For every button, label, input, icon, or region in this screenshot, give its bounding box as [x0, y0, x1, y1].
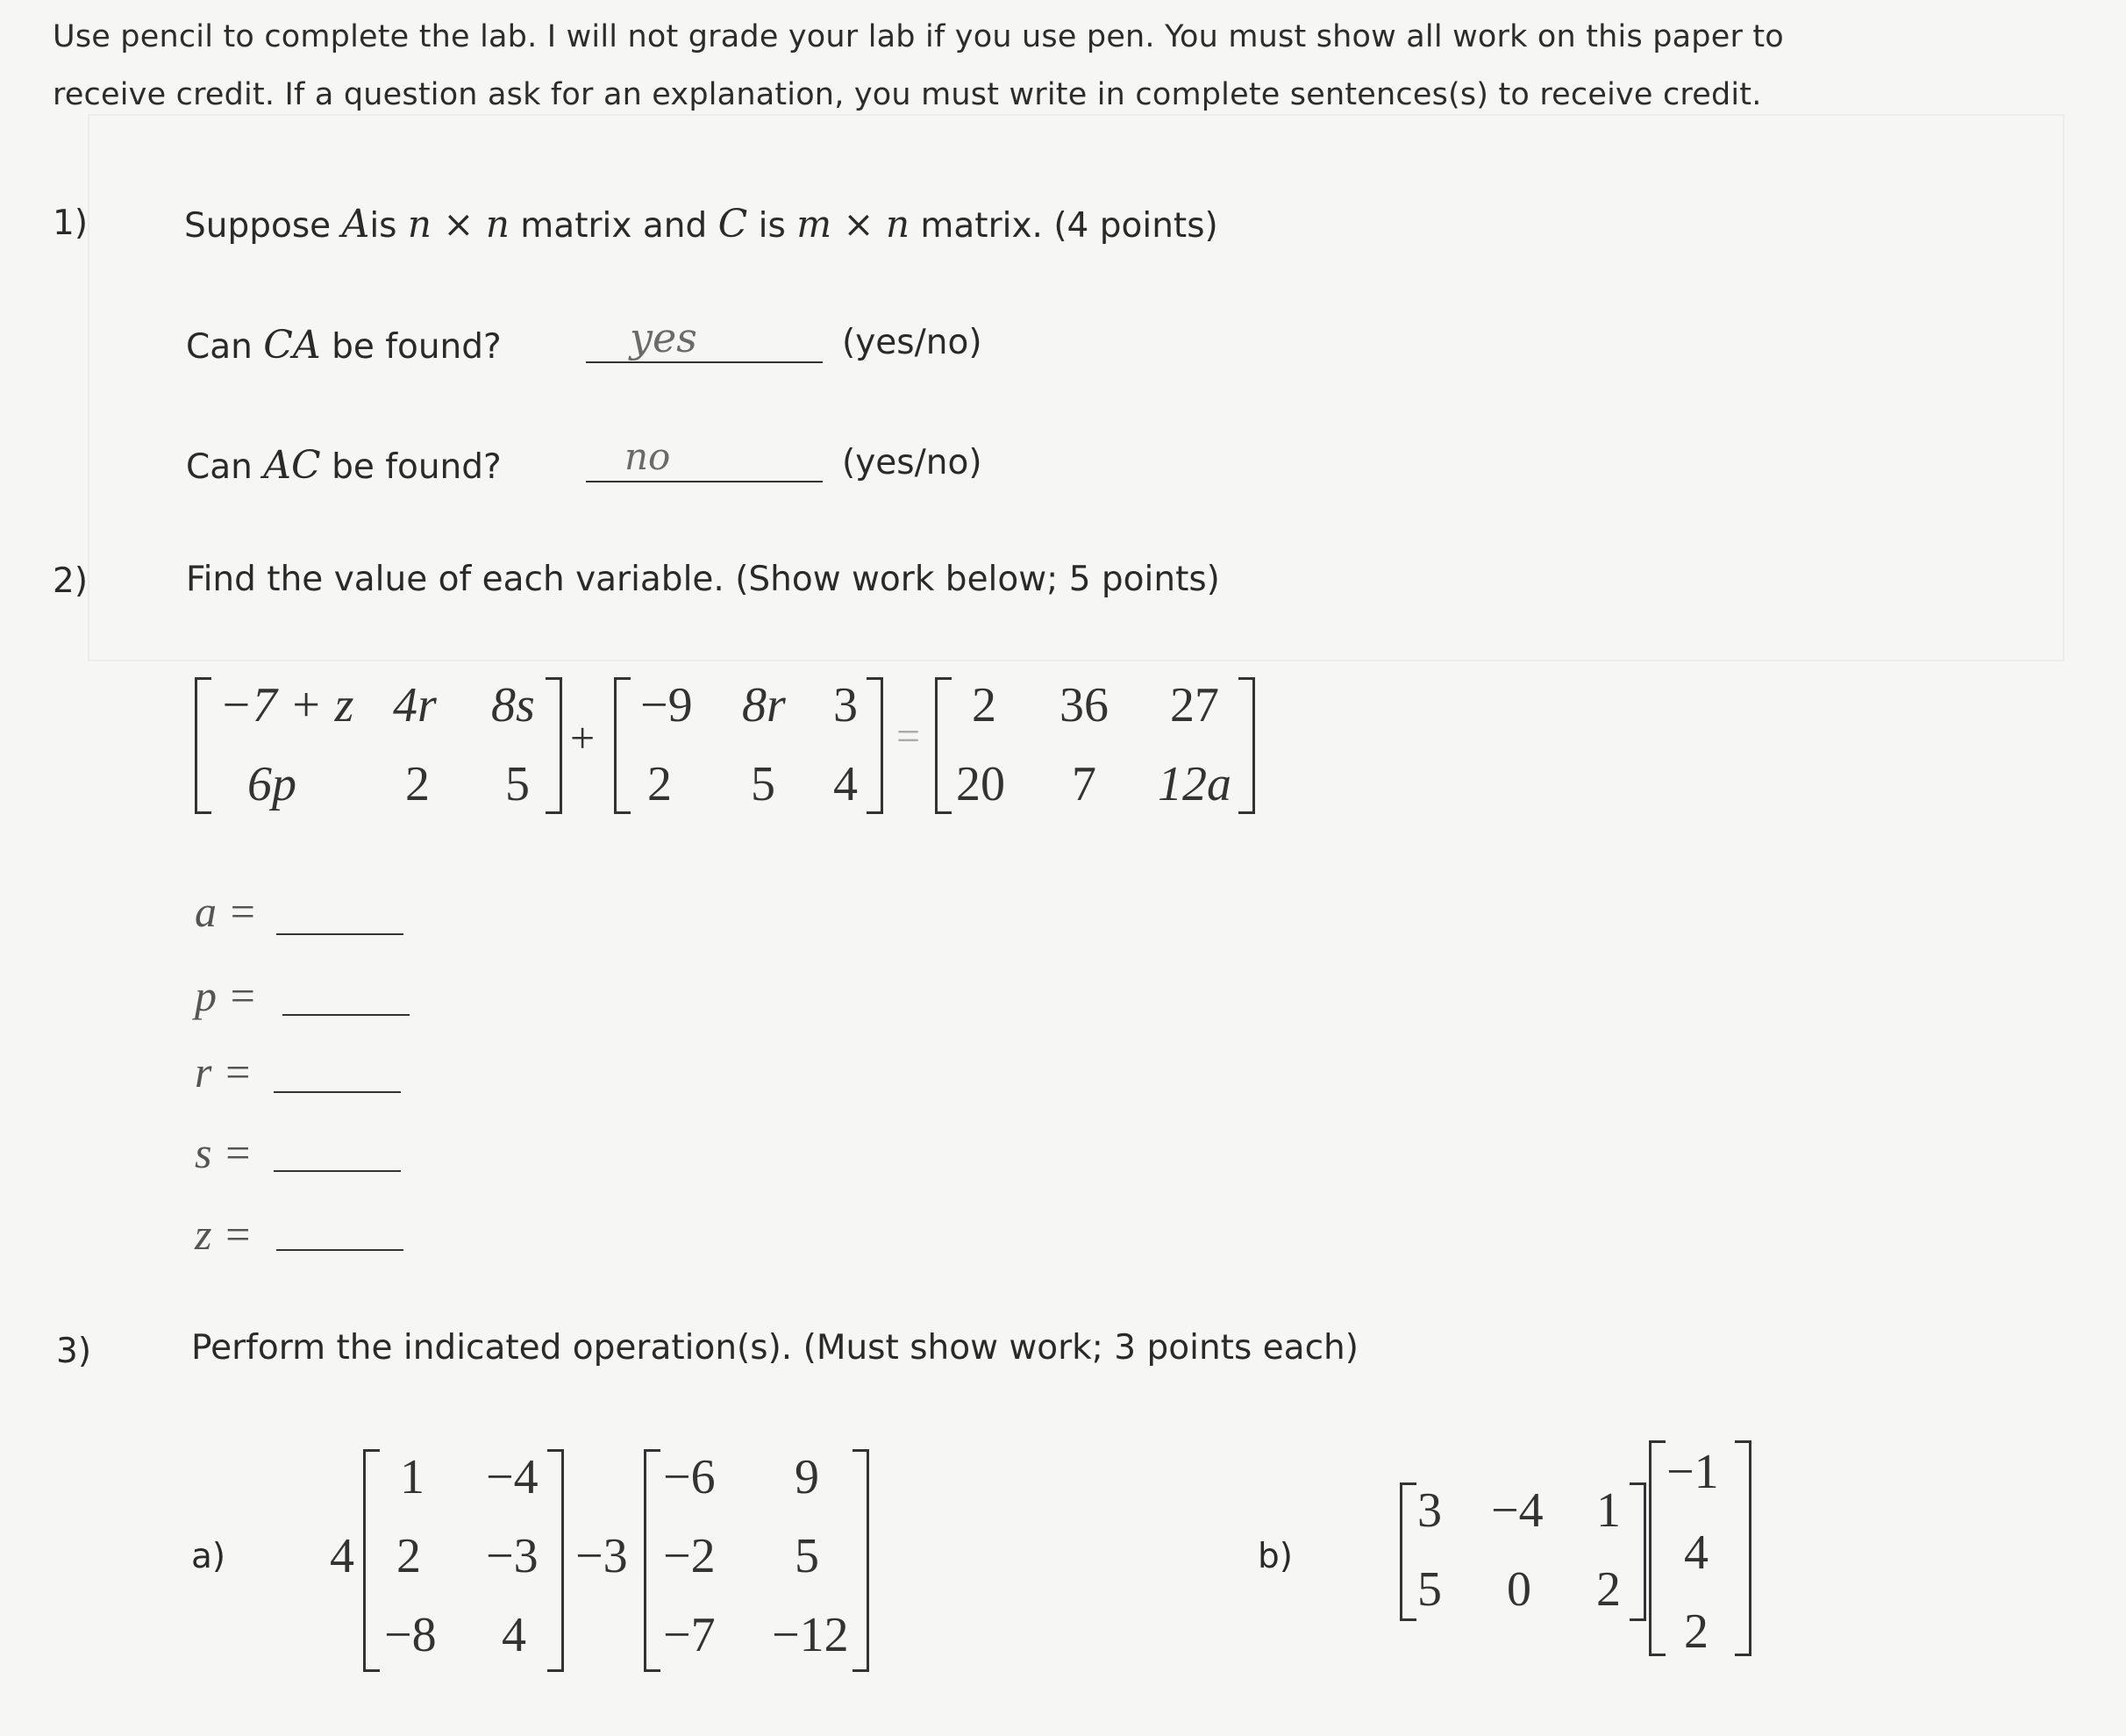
q3-number: 3) — [56, 1332, 92, 1371]
b-m2-right-bracket — [1735, 1440, 1751, 1656]
b-m1-cell: 3 — [1417, 1483, 1442, 1538]
m3-left-bracket — [935, 677, 952, 814]
b-m2-cell: 4 — [1684, 1525, 1709, 1580]
instructions-line-2: receive credit. If a question ask for an explanation, you must write in complete sentences(s) to receive credit. — [53, 77, 1762, 112]
var-s-label: s = — [195, 1128, 253, 1177]
a-m1-cell: 1 — [400, 1450, 424, 1504]
a-m1-cell: 2 — [396, 1529, 421, 1583]
a-m2-cell: 5 — [795, 1529, 819, 1583]
q1-stem-a: Suppose — [184, 206, 342, 246]
a-operator: −3 — [575, 1529, 628, 1583]
a-m1-cell: −3 — [486, 1529, 539, 1583]
m2-cell: 5 — [751, 757, 775, 811]
a-coefficient-1: 4 — [330, 1529, 354, 1583]
plus-operator: + — [570, 713, 596, 762]
q1-ac-label — [186, 443, 502, 488]
q2-number: 2) — [53, 561, 89, 601]
b-m1-cell: 5 — [1417, 1562, 1442, 1617]
q2-stem: Find the value of each variable. (Show work below; 5 points) — [186, 560, 1220, 599]
m3-cell: 7 — [1072, 757, 1096, 811]
a-m2-cell: −12 — [772, 1608, 849, 1662]
a-m2-cell: −7 — [663, 1608, 716, 1662]
equals-operator: = — [896, 713, 921, 760]
q1-stem-d: is — [747, 206, 797, 246]
q1-stem-c: matrix and — [509, 206, 718, 246]
q1-dim-n: n × n — [407, 203, 510, 246]
b-m1-cell: −4 — [1491, 1483, 1544, 1538]
q1-ca-answer-field[interactable] — [586, 316, 823, 363]
a-m2-left-bracket — [644, 1449, 660, 1672]
b-m2-cell: −1 — [1666, 1445, 1719, 1499]
m3-cell: 2 — [972, 678, 996, 732]
instructions-line-1: Use pencil to complete the lab. I will not grade your lab if you use pen. You must show all work on this paper to — [53, 19, 1784, 54]
m2-cell: −9 — [640, 678, 693, 732]
var-z-label: z = — [195, 1210, 253, 1259]
q1-ca-label-a: Can — [186, 327, 264, 367]
m3-cell: 20 — [956, 757, 1005, 811]
b-m1-left-bracket — [1400, 1482, 1416, 1621]
m1-left-bracket — [195, 677, 211, 814]
b-m1-right-bracket — [1630, 1482, 1646, 1621]
var-a-label: a = — [195, 887, 258, 936]
m1-cell: 6p — [247, 757, 296, 811]
var-p-input[interactable] — [282, 972, 410, 1016]
m1-cell: 8s — [491, 678, 535, 732]
m1-cell: 2 — [405, 757, 430, 811]
b-m1-cell: 1 — [1596, 1483, 1621, 1538]
q1-ca-label-b: be found? — [320, 327, 502, 367]
q1-ca-var: CA — [263, 323, 321, 368]
a-m1-left-bracket — [363, 1449, 380, 1672]
q1-stem-b: is — [369, 206, 408, 246]
a-m2-cell: −2 — [663, 1529, 716, 1583]
q1-var-a: A — [341, 202, 370, 246]
b-m1-cell: 2 — [1596, 1562, 1621, 1617]
q1-ac-label-a: Can — [186, 447, 264, 487]
var-p-label: p = — [195, 971, 258, 1020]
m3-right-bracket — [1238, 677, 1255, 814]
a-m2-cell: 9 — [795, 1450, 819, 1504]
m2-cell: 3 — [833, 678, 858, 732]
q1-ca-choice: (yes/no) — [842, 323, 982, 362]
a-m2-right-bracket — [853, 1449, 869, 1672]
var-s-input[interactable] — [274, 1128, 401, 1172]
m1-cell: 4r — [393, 678, 437, 732]
var-r-label: r = — [195, 1047, 253, 1097]
q1-ca-handwritten-answer: yes — [630, 314, 697, 361]
q1-var-c: C — [717, 202, 748, 246]
q1-stem — [184, 202, 1218, 246]
m3-cell: 12a — [1158, 757, 1231, 811]
a-m2-cell: −6 — [663, 1450, 716, 1504]
var-z-input[interactable] — [276, 1207, 403, 1251]
m1-cell: 5 — [505, 757, 530, 811]
q1-ac-handwritten-answer: no — [624, 435, 671, 478]
q1-ac-var: AC — [263, 443, 321, 488]
m2-left-bracket — [614, 677, 631, 814]
m2-cell: 4 — [833, 757, 858, 811]
q1-dim-mn: m × n — [796, 203, 910, 246]
m3-cell: 27 — [1170, 678, 1219, 732]
m1-cell: −7 + z — [219, 678, 354, 732]
a-m1-cell: 4 — [502, 1608, 526, 1662]
b-m2-cell: 2 — [1684, 1604, 1709, 1659]
m2-cell: 8r — [742, 678, 786, 732]
var-a-input[interactable] — [276, 891, 403, 935]
q3-part-b-label: b) — [1258, 1537, 1293, 1576]
m3-cell: 36 — [1059, 678, 1109, 732]
var-r-input[interactable] — [274, 1049, 401, 1093]
a-m1-cell: −4 — [486, 1450, 539, 1504]
m2-cell: 2 — [647, 757, 672, 811]
m2-right-bracket — [867, 677, 883, 814]
q1-ca-label — [186, 323, 502, 368]
q1-stem-e: matrix. (4 points) — [910, 206, 1218, 246]
q1-ac-label-b: be found? — [320, 447, 502, 487]
q3-part-a-label: a) — [191, 1537, 226, 1576]
a-m1-cell: −8 — [384, 1608, 437, 1662]
q1-ac-choice: (yes/no) — [842, 443, 982, 482]
q1-ac-answer-field[interactable] — [586, 435, 823, 482]
m1-right-bracket — [546, 677, 562, 814]
q3-stem: Perform the indicated operation(s). (Must show work; 3 points each) — [191, 1328, 1359, 1368]
a-m1-right-bracket — [547, 1449, 564, 1672]
q1-number: 1) — [53, 204, 89, 243]
b-m2-left-bracket — [1649, 1440, 1666, 1656]
b-m1-cell: 0 — [1507, 1562, 1531, 1617]
